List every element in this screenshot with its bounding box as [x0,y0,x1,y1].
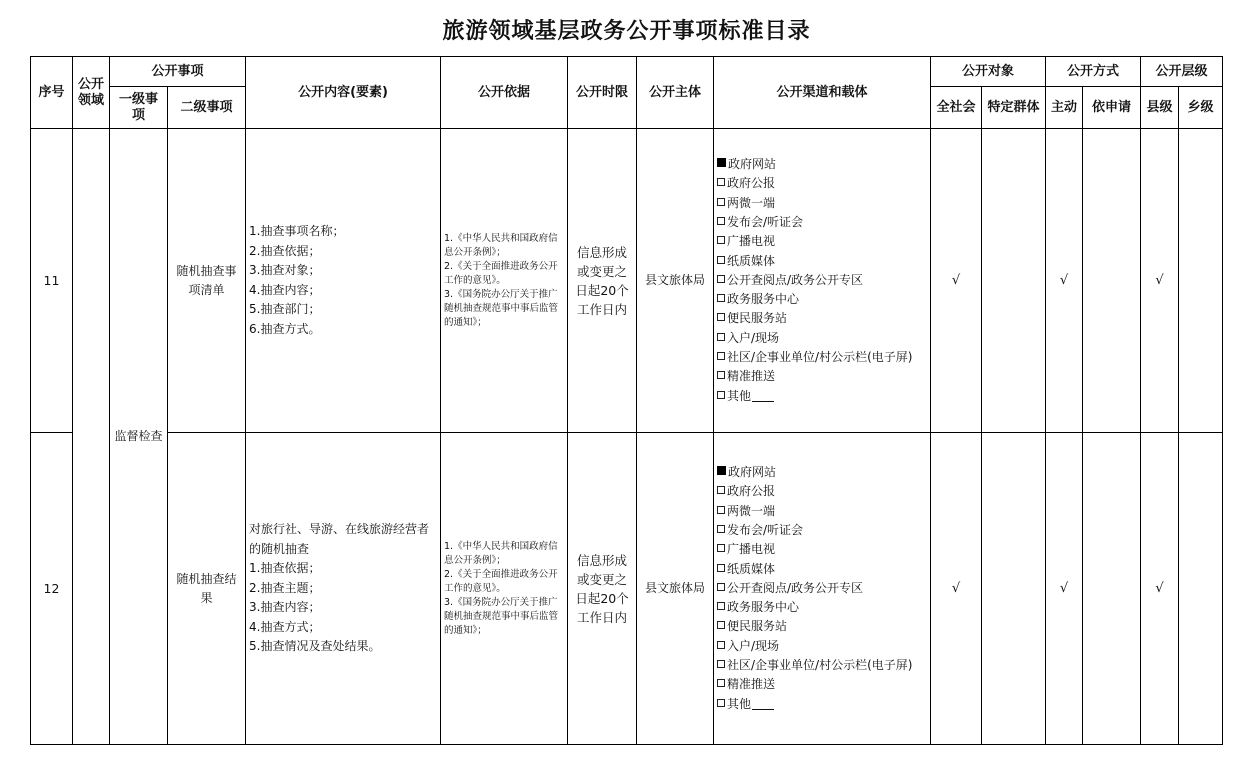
specific-group-check [982,129,1046,433]
all-society-check: √ [931,433,982,745]
channel-item [717,387,927,406]
content-line: 1.抽查依据； [249,561,321,576]
row-seq: 11 [31,129,73,433]
channel-label: 政务服务中心 [727,600,800,615]
channel-label: 其他 [727,388,752,403]
checkbox-empty-icon [717,602,725,610]
checkbox-empty-icon [717,256,725,264]
content-line: 1.抽查事项名称； [249,224,345,238]
channel-label: 公开查阅点/政务公开专区 [727,580,864,595]
checkbox-empty-icon [717,391,725,399]
channel-label: 便民服务站 [727,311,788,326]
channel-label: 纸质媒体 [727,561,776,576]
content-line: 5.抽查部门； [249,302,321,316]
channel-label: 两微一端 [727,195,776,210]
content-line: 2.抽查主题； [249,580,321,595]
channel-label: 政府公报 [727,484,776,499]
checkbox-empty-icon [717,679,725,687]
channel-label: 广播电视 [727,234,776,249]
header-township: 乡级 [1179,87,1223,129]
header-all-society: 全社会 [931,87,982,129]
content-line: 4.抽查方式； [249,619,321,634]
channel-label: 精准推送 [727,677,776,692]
channels-cell [714,433,931,745]
header-content: 公开内容(要素) [246,57,441,129]
header-method-group: 公开方式 [1046,57,1141,87]
time-limit-cell: 信息形成或变更之日起20个工作日内 [568,129,637,433]
header-channels: 公开渠道和载体 [714,57,931,129]
township-check [1179,433,1223,745]
checkbox-checked-icon [717,466,726,475]
header-subject: 公开主体 [637,57,714,129]
basis-line: 1.《中华人民共和国政府信息公开条例》； [444,232,558,258]
header-specific-group: 特定群体 [982,87,1046,129]
table-row [31,433,1223,745]
channel-item [717,348,927,367]
row-seq: 12 [31,433,73,745]
channel-item [717,367,927,386]
channel-item [717,617,927,636]
time-limit-cell: 信息形成或变更之日起20个工作日内 [568,433,637,745]
header-level-group: 公开层级 [1141,57,1223,87]
checkbox-empty-icon [717,333,725,341]
content-line: 对旅行社、导游、在线旅游经营者的随机抽查 [249,522,430,556]
basis-cell [441,129,568,433]
checkbox-empty-icon [717,236,725,244]
header-active: 主动 [1046,87,1083,129]
channel-item [717,252,927,271]
county-check: √ [1141,129,1179,433]
level2-cell: 随机抽查事项清单 [168,129,246,433]
channel-item [717,271,927,290]
checkbox-empty-icon [717,544,725,552]
channel-label: 发布会/听证会 [727,522,804,537]
checkbox-empty-icon [717,641,725,649]
table-row [31,129,1223,433]
channel-item [717,675,927,694]
checkbox-empty-icon [717,294,725,302]
header-item-group: 公开事项 [110,57,246,87]
channel-label: 精准推送 [727,369,776,384]
header-audience-group: 公开对象 [931,57,1046,87]
channels-cell [714,129,931,433]
checkbox-empty-icon [717,621,725,629]
header-basis: 公开依据 [441,57,568,129]
channel-item [717,194,927,213]
channel-item [717,482,927,501]
header-time-limit: 公开时限 [568,57,637,129]
basis-line: 2.《关于全面推进政务公开工作的意见》。 [444,260,558,286]
channel-item [717,463,927,482]
channel-item [717,502,927,521]
header-domain: 公开领域 [73,57,110,129]
channel-label: 广播电视 [727,542,776,557]
channel-item [717,560,927,579]
checkbox-empty-icon [717,486,725,494]
domain-cell [73,129,110,745]
document-title: 旅游领域基层政务公开事项标准目录 [442,18,811,44]
header-level1: 一级事项 [110,87,168,129]
checkbox-empty-icon [717,506,725,514]
channel-label: 社区/企事业单位/村公示栏(电子屏) [727,350,913,365]
channel-label: 纸质媒体 [727,253,776,268]
checkbox-empty-icon [717,352,725,360]
channel-label: 入户/现场 [727,638,780,653]
basis-line: 3.《国务院办公厅关于推广随机抽查规范事中事后监管的通知》； [444,596,559,636]
level1-cell: 监督检查 [110,129,168,745]
township-check [1179,129,1223,433]
channel-label: 其他 [727,696,752,711]
channel-label: 公开查阅点/政务公开专区 [727,272,864,287]
channel-item [717,521,927,540]
checkbox-empty-icon [717,198,725,206]
basis-line: 2.《关于全面推进政务公开工作的意见》。 [444,568,558,594]
active-check: √ [1046,433,1083,745]
checkbox-empty-icon [717,699,725,707]
checkbox-empty-icon [717,583,725,591]
basis-line: 3.《国务院办公厅关于推广随机抽查规范事中事后监管的通知》； [444,288,559,328]
channel-item [717,213,927,232]
channel-label: 发布会/听证会 [727,214,804,229]
header-seq: 序号 [31,57,73,129]
channel-item [717,232,927,251]
on-request-check [1083,129,1141,433]
content-cell [246,129,441,433]
content-line: 2.抽查依据； [249,243,321,258]
channel-item [717,695,927,714]
checkbox-empty-icon [717,525,725,533]
subject-cell: 县文旅体局 [637,129,714,433]
channel-label: 政府网站 [728,157,777,172]
channel-item [717,540,927,559]
content-line: 4.抽查内容； [249,282,321,297]
subject-cell: 县文旅体局 [637,433,714,745]
content-line: 5.抽查情况及查处结果。 [249,639,381,654]
channel-item [717,155,927,174]
checkbox-empty-icon [717,564,725,572]
content-cell [246,433,441,745]
catalog-table [30,56,1223,745]
content-line: 3.抽查内容； [249,600,321,615]
header-county: 县级 [1141,87,1179,129]
channel-item [717,637,927,656]
checkbox-empty-icon [717,313,725,321]
channel-item [717,309,927,328]
county-check: √ [1141,433,1179,745]
blank-line [752,389,774,402]
basis-line: 1.《中华人民共和国政府信息公开条例》； [444,540,558,566]
checkbox-empty-icon [717,275,725,283]
level2-cell: 随机抽查结果 [168,433,246,745]
checkbox-empty-icon [717,217,725,225]
channel-label: 社区/企事业单位/村公示栏(电子屏) [727,658,913,673]
blank-line [752,697,774,710]
on-request-check [1083,433,1141,745]
all-society-check: √ [931,129,982,433]
content-line: 6.抽查方式。 [249,321,321,336]
checkbox-checked-icon [717,158,726,167]
header-on-request: 依申请 [1083,87,1141,129]
specific-group-check [982,433,1046,745]
channel-item [717,579,927,598]
channel-item [717,656,927,675]
channel-label: 入户/现场 [727,330,780,345]
channel-item [717,174,927,193]
channel-item [717,598,927,617]
channel-item [717,290,927,309]
basis-cell [441,433,568,745]
content-line: 3.抽查对象； [249,263,321,277]
channel-label: 政务服务中心 [727,292,800,307]
checkbox-empty-icon [717,660,725,668]
channel-label: 政府网站 [728,465,777,480]
channel-label: 政府公报 [727,176,776,191]
active-check: √ [1046,129,1083,433]
channel-item [717,329,927,348]
checkbox-empty-icon [717,178,725,186]
header-level2: 二级事项 [168,87,246,129]
channel-label: 便民服务站 [727,619,788,634]
checkbox-empty-icon [717,371,725,379]
channel-label: 两微一端 [727,503,776,518]
